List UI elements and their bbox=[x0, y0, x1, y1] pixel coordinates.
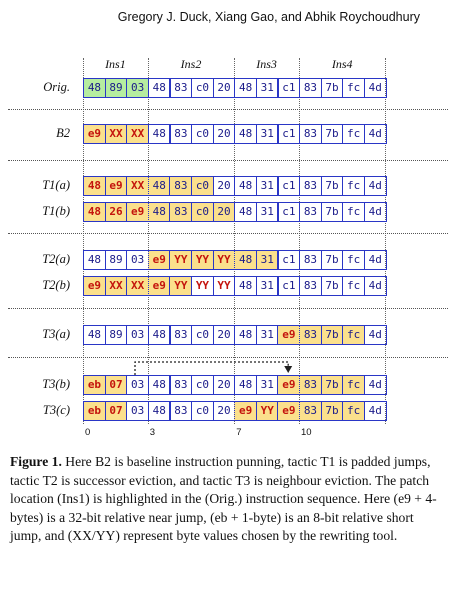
byte-cell: 48 bbox=[234, 375, 257, 395]
byte-cell: XX bbox=[126, 176, 149, 196]
byte-cell: 83 bbox=[169, 78, 192, 98]
byte-cell: YY bbox=[191, 276, 214, 296]
row-label: T2(a) bbox=[42, 252, 70, 266]
byte-cell: c1 bbox=[277, 202, 300, 222]
byte-cell: 07 bbox=[105, 375, 128, 395]
byte-cell: c1 bbox=[277, 250, 300, 270]
byte-cell: 83 bbox=[299, 401, 322, 421]
byte-cell: 07 bbox=[105, 401, 128, 421]
byte-cell: 48 bbox=[234, 176, 257, 196]
byte-cell: 83 bbox=[169, 124, 192, 144]
byte-cell: c1 bbox=[277, 176, 300, 196]
byte-cell: 48 bbox=[148, 176, 171, 196]
figure-label: Figure 1. bbox=[10, 454, 62, 469]
byte-cell: c0 bbox=[191, 202, 214, 222]
byte-cell: fc bbox=[342, 375, 365, 395]
byte-cell: 89 bbox=[105, 78, 128, 98]
instruction-label: Ins2 bbox=[180, 57, 202, 71]
instruction-label: Ins3 bbox=[256, 57, 277, 71]
byte-cell: 48 bbox=[148, 202, 171, 222]
byte-cell: 4d bbox=[364, 401, 387, 421]
byte-cell: 83 bbox=[299, 276, 322, 296]
byte-cell: 31 bbox=[256, 325, 279, 345]
byte-cell: 83 bbox=[299, 325, 322, 345]
byte-cell: 48 bbox=[83, 202, 106, 222]
byte-cell: YY bbox=[169, 250, 192, 270]
byte-cell: c0 bbox=[191, 325, 214, 345]
byte-cell: 89 bbox=[105, 325, 128, 345]
byte-cell: 48 bbox=[148, 124, 171, 144]
byte-cell: 48 bbox=[148, 325, 171, 345]
byte-cell: 48 bbox=[234, 325, 257, 345]
running-header: Gregory J. Duck, Xiang Gao, and Abhik Roychoudhury bbox=[117, 10, 420, 24]
byte-cell: 20 bbox=[213, 202, 236, 222]
byte-cell: 48 bbox=[83, 78, 106, 98]
row-label: Orig. bbox=[43, 80, 70, 94]
byte-cell: 20 bbox=[213, 124, 236, 144]
byte-cell: 31 bbox=[256, 202, 279, 222]
byte-cell: 48 bbox=[83, 325, 106, 345]
byte-cell: fc bbox=[342, 276, 365, 296]
byte-cell: 4d bbox=[364, 78, 387, 98]
byte-cell: 7b bbox=[321, 176, 344, 196]
byte-cell: 03 bbox=[126, 325, 149, 345]
row-label: T2(b) bbox=[42, 278, 70, 292]
byte-cell: c1 bbox=[277, 124, 300, 144]
byte-cell: 48 bbox=[234, 202, 257, 222]
byte-cell: c0 bbox=[191, 78, 214, 98]
byte-cell: YY bbox=[213, 250, 236, 270]
row-label: B2 bbox=[56, 126, 70, 140]
byte-cell: 7b bbox=[321, 78, 344, 98]
byte-cell: e9 bbox=[277, 375, 300, 395]
byte-cell: 7b bbox=[321, 401, 344, 421]
byte-cell: 4d bbox=[364, 375, 387, 395]
byte-cell: 83 bbox=[169, 401, 192, 421]
byte-cell: 4d bbox=[364, 325, 387, 345]
byte-cell: 83 bbox=[299, 375, 322, 395]
byte-cell: c1 bbox=[277, 78, 300, 98]
byte-cell: eb bbox=[83, 375, 106, 395]
caption-text: Here B2 is baseline instruction punning, tactic T1 is padded jumps, tactic T2 is successor eviction, and tactic T3 is neighbour eviction. The patch location (Ins1) is highlighted in the (Orig.) instruction sequence. Here (e9 + 4-bytes) is a 32-bit relative near jump, (eb + 1-byte) is an 8-bit relative short jump, and (XX/YY) represent byte values chosen by the rewriting tool. bbox=[10, 454, 437, 544]
tick-label: 0 bbox=[85, 427, 91, 438]
row-label: T1(a) bbox=[42, 178, 70, 192]
byte-cell: 20 bbox=[213, 176, 236, 196]
byte-cell: 48 bbox=[234, 276, 257, 296]
byte-cell: 31 bbox=[256, 78, 279, 98]
byte-cell: 7b bbox=[321, 202, 344, 222]
byte-cell: 83 bbox=[299, 124, 322, 144]
byte-cell: 03 bbox=[126, 250, 149, 270]
byte-cell: 31 bbox=[256, 375, 279, 395]
byte-cell: e9 bbox=[277, 325, 300, 345]
byte-cell: 4d bbox=[364, 176, 387, 196]
byte-cell: e9 bbox=[83, 124, 106, 144]
byte-cell: eb bbox=[83, 401, 106, 421]
byte-cell: 48 bbox=[148, 78, 171, 98]
byte-cell: 83 bbox=[299, 176, 322, 196]
byte-cell: fc bbox=[342, 401, 365, 421]
byte-cell: fc bbox=[342, 124, 365, 144]
byte-cell: 7b bbox=[321, 276, 344, 296]
byte-cell: 7b bbox=[321, 250, 344, 270]
row-label: T1(b) bbox=[42, 204, 70, 218]
byte-cell: e9 bbox=[83, 276, 106, 296]
byte-cell: c1 bbox=[277, 276, 300, 296]
instruction-label: Ins1 bbox=[105, 57, 126, 71]
byte-cell: 89 bbox=[105, 250, 128, 270]
byte-cell: YY bbox=[169, 276, 192, 296]
byte-cell: 03 bbox=[126, 78, 149, 98]
byte-cell: 48 bbox=[148, 375, 171, 395]
byte-cell: e9 bbox=[277, 401, 300, 421]
byte-cell: YY bbox=[213, 276, 236, 296]
row-label: T3(b) bbox=[42, 377, 70, 391]
byte-cell: XX bbox=[126, 124, 149, 144]
byte-cell: 20 bbox=[213, 325, 236, 345]
byte-cell: fc bbox=[342, 78, 365, 98]
byte-cell: 03 bbox=[126, 401, 149, 421]
byte-cell: YY bbox=[191, 250, 214, 270]
byte-cell: c0 bbox=[191, 375, 214, 395]
byte-cell: 48 bbox=[234, 124, 257, 144]
byte-cell: 48 bbox=[234, 78, 257, 98]
byte-cell: 7b bbox=[321, 375, 344, 395]
byte-cell: e9 bbox=[148, 250, 171, 270]
row-label: T3(a) bbox=[42, 327, 70, 341]
byte-cell: 83 bbox=[299, 202, 322, 222]
byte-cell: c0 bbox=[191, 176, 214, 196]
byte-cell: 48 bbox=[234, 250, 257, 270]
byte-cell: XX bbox=[105, 124, 128, 144]
byte-cell: 4d bbox=[364, 202, 387, 222]
byte-cell: c0 bbox=[191, 401, 214, 421]
arrow-head bbox=[284, 366, 292, 373]
byte-cell: 4d bbox=[364, 250, 387, 270]
byte-cell: XX bbox=[105, 276, 128, 296]
byte-cell: 48 bbox=[148, 401, 171, 421]
byte-cell: YY bbox=[256, 401, 279, 421]
byte-cell: fc bbox=[342, 202, 365, 222]
byte-cell: 20 bbox=[213, 401, 236, 421]
tick-label: 10 bbox=[301, 427, 312, 438]
byte-cell: e9 bbox=[234, 401, 257, 421]
byte-cell: 4d bbox=[364, 276, 387, 296]
byte-cell: 7b bbox=[321, 325, 344, 345]
byte-cell: 20 bbox=[213, 375, 236, 395]
byte-cell: 4d bbox=[364, 124, 387, 144]
figure-caption bbox=[10, 453, 446, 546]
byte-cell: 83 bbox=[169, 176, 192, 196]
byte-cell: 83 bbox=[299, 250, 322, 270]
byte-cell: c0 bbox=[191, 124, 214, 144]
row-label: T3(c) bbox=[42, 403, 70, 417]
byte-cell: 26 bbox=[105, 202, 128, 222]
instruction-label: Ins4 bbox=[331, 57, 353, 71]
byte-cell: 31 bbox=[256, 250, 279, 270]
byte-cell: 83 bbox=[169, 202, 192, 222]
byte-cell: 48 bbox=[83, 250, 106, 270]
byte-cell: XX bbox=[126, 276, 149, 296]
byte-cell: 20 bbox=[213, 78, 236, 98]
byte-cell: 31 bbox=[256, 176, 279, 196]
byte-cell: 83 bbox=[299, 78, 322, 98]
byte-cell: fc bbox=[342, 325, 365, 345]
byte-cell: 31 bbox=[256, 276, 279, 296]
byte-cell: 83 bbox=[169, 375, 192, 395]
byte-cell: fc bbox=[342, 250, 365, 270]
byte-cell: 31 bbox=[256, 124, 279, 144]
jump-arrow-path bbox=[135, 362, 288, 375]
tick-label: 3 bbox=[149, 427, 156, 438]
tick-label: 7 bbox=[236, 427, 242, 438]
byte-cell: e9 bbox=[148, 276, 171, 296]
byte-cell: 83 bbox=[169, 325, 192, 345]
byte-cell: 48 bbox=[83, 176, 106, 196]
byte-cell: 7b bbox=[321, 124, 344, 144]
byte-cell: fc bbox=[342, 176, 365, 196]
byte-cell: e9 bbox=[126, 202, 149, 222]
byte-cell: 03 bbox=[126, 375, 149, 395]
byte-cell: e9 bbox=[105, 176, 128, 196]
